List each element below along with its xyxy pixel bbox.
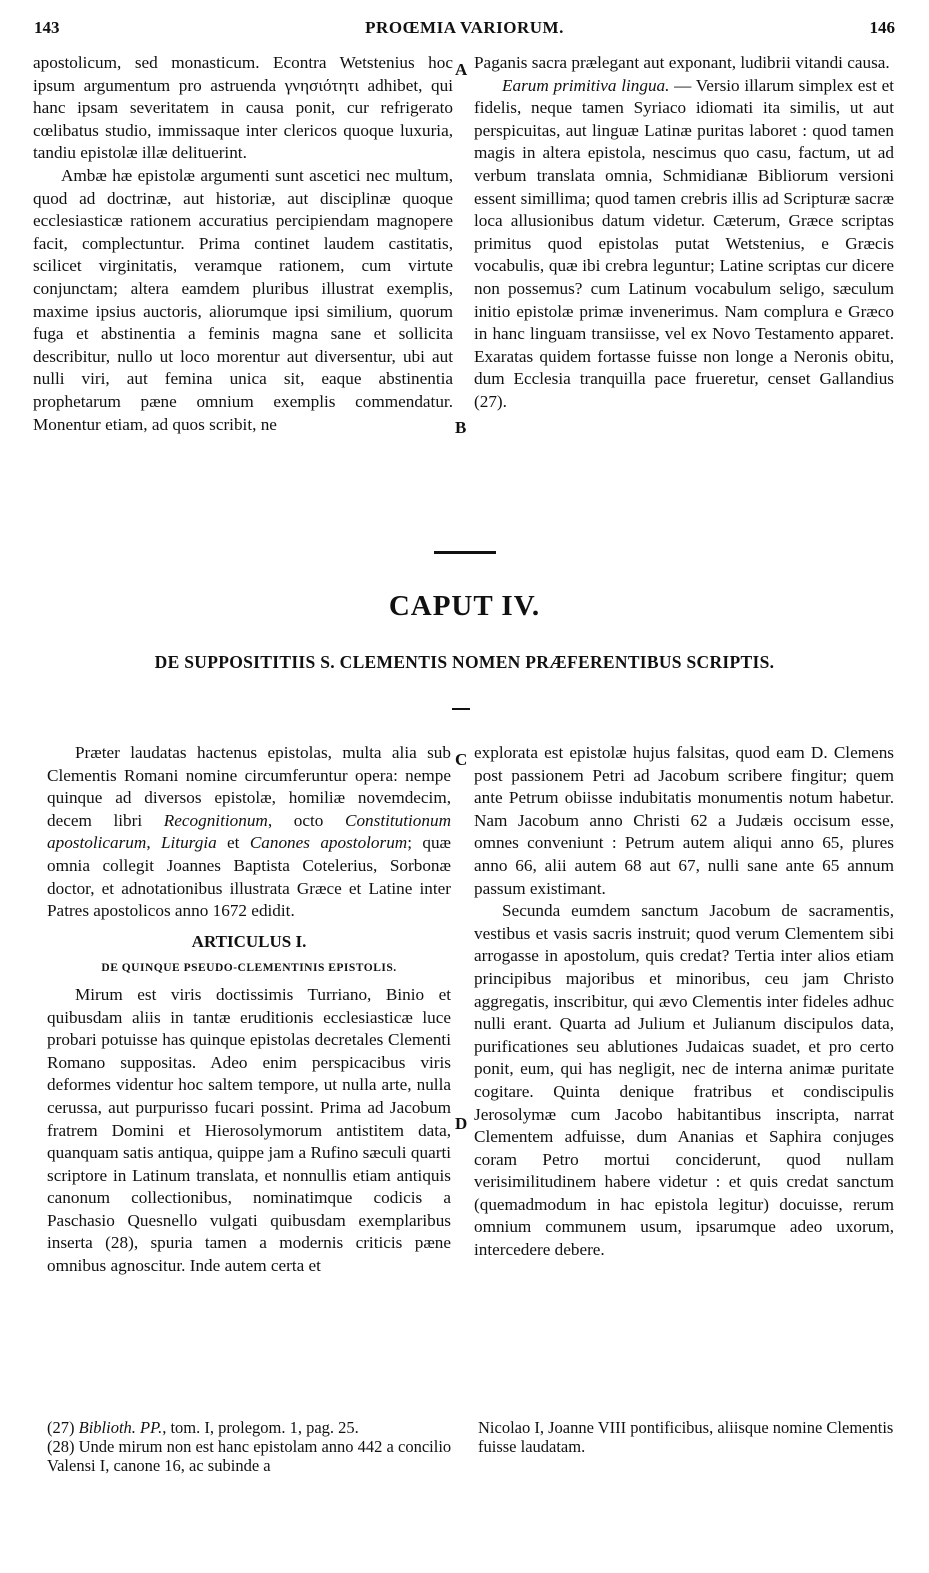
margin-marker-a: A: [455, 60, 468, 79]
footnote-27: [47, 1418, 457, 1437]
top-right-column: [474, 52, 894, 414]
margin-marker-c: C: [455, 750, 468, 769]
footnote-italic: Biblioth. PP.: [78, 1418, 163, 1437]
text-span: ; quæ omnia collegit Joannes Baptista Cotelerius, Sorbonæ doctor, et adnotationibus illustrata Græce et Latine inter Patres apostolicos anno 1672 edidit.: [47, 833, 452, 921]
short-divider: [452, 708, 470, 710]
bottom-left-column: [47, 742, 451, 1278]
paragraph: apostolicum, sed monasticum. Econtra Wetstenius hoc ipsum argumentum pro astruenda γνησιότητι adhibet, qui hanc ipsam severitatem in causa ponit, cur refrigerato cœlibatus studio, immissaque inter clericos quoque luxuria, tandiu epistolæ illæ delituerint.: [33, 53, 453, 163]
chapter-subtitle: DE SUPPOSITITIIS S. CLEMENTIS NOMEN PRÆFERENTIBUS SCRIPTIS.: [154, 652, 775, 672]
italic-title: Liturgia: [160, 833, 217, 853]
footnotes-left: [47, 1418, 457, 1475]
footnote-text: , tom. I, prolegom. 1, pag. 25.: [162, 1418, 359, 1437]
paragraph: [47, 742, 451, 923]
text-span: et: [216, 833, 250, 853]
italic-title: Recognitionum: [163, 810, 268, 830]
footnote-continuation: Nicolao I, Joanne VIII pontificibus, aliisque nomine Clementis fuisse laudatam.: [478, 1418, 894, 1456]
section-heading-italic: Earum primitiva lingua.: [502, 75, 670, 95]
page-number-left: 143: [34, 18, 60, 37]
paragraph: explorata est epistolæ hujus falsitas, quod eam D. Clemens post passionem Petri ad Jacobum scribere fingitur; quem ante Petrum obiisse indubitatis monumentis notum habetur. Nam Jacobum anno Christi 62 a Judæis occisum esse, omnes conveniunt : Petrum autem aliqui anno 65, plures anno 66, alii autem 68 aut 67, nulli sane ante 65 annum passum existimant.: [474, 743, 894, 898]
paragraph: Mirum est viris doctissimis Turriano, Binio et quibusdam aliis in tantæ eruditionis ecclesiasticæ luce probari potuisse has quinque epistolas decretales Clementi Romano suppositas. Adeo enim perspicacibus viris deformes videntur hoc saltem tempore, ut nulla arte, nulla cerussa, aut purpurisso fucari possint. Prima ad Jacobum fratrem Domini et Hierosolymorum antistitem data, quanquam satis antiqua, quippe jam a Rufino sæculi quarti scriptore in Latinum translata, et nonnullis etiam antiquis canonum collectionibus, nominatimque codicis a Paschasio Quesnello vulgati quibusdam exemplaribus inserta (28), spuria tamen a modernis criticis pæne omnibus agnoscitur. Inde autem certa et: [47, 984, 451, 1276]
footnote-28: (28) Unde mirum non est hanc epistolam anno 442 a concilio Valensi I, canone 16, ac subinde a: [47, 1437, 452, 1475]
footnote-number: (27): [47, 1418, 79, 1437]
paragraph-text: — Versio illarum simplex est et fidelis, neque tamen Syriaco idiomati ita similis, ut aut perspicuitas, aut linguæ Latinæ puritas laboret : quod tamen magis in altera epistola, nescimus quo casu, factum, ut ad verbum translata omnia, Schmidianæ Bibliorum versioni essent simillima; quod tamen crebris illis ad Scripturæ sacræ loca allusionibus datum videtur. Cæterum, Græce scriptas primitus quod epistolas putat Wetstenius, e Græcis vocabulis, quæ ibi crebra leguntur; Latine scriptas cur dicere non possemus? cum Latinum vocabulum seligo, sæculum initio epistolæ primæ invenerimus. Nam complura e Græco in hanc linguam transiisse, vel ex Novo Testamento apparet. Exaratas quidem fortasse fuisse non longe a Neronis obitu, dum Ecclesia tranquilla pace frueretur, censet Gallandius (27).: [474, 75, 894, 411]
article-subtitle: DE QUINQUE PSEUDO-CLEMENTINIS EPISTOLIS.: [101, 962, 397, 975]
running-header: [0, 18, 929, 42]
italic-title: Canones apostolorum: [249, 833, 408, 853]
footnotes-right: [478, 1418, 898, 1456]
italic-title: Constitutionum apostolicarum: [47, 810, 451, 853]
bottom-right-column: [474, 742, 894, 1262]
paragraph: [474, 75, 894, 414]
text-span: Præter laudatas hactenus epistolas, multa alia sub Clementis Romani nomine circumferuntur opera: nempe quinque ad diversos epistolæ, homiliæ novemdecim, decem libri: [47, 743, 451, 830]
top-left-column: [33, 52, 453, 436]
paragraph: Secunda eumdem sanctum Jacobum de sacramentis, vestibus et vasis sacris instruit; quod verum Clementem sibi arrogasse in apostolum, quis credat? Tertia inter alios etiam principibus majoribus et minoribus, ceu jam Christo aggregatis, inscribitur, qui ævo Clementis inter fideles adhuc nulli erant. Quarta ad Julium et Julianum discipulos data, purificationes seu ablutiones Judaicas suadet, et pro certo ponit, eum, qui has negligit, nec de interna animæ puritate cogitare. Quinta denique fratribus et condiscipulis Jerosolymæ cum Jacobo habitantibus inscripta, narrat Clementem adfuisse, dum Ananias et Saphira conjuges coram Petro mortui conciderunt, quod nullam verisimilitudinem habere videtur : et quis credat sanctum (quemadmodum in hac epistola legitur) docuisse, rerum omnium communem usum, ipsarumque adeo uxorum, intercedere debere.: [474, 901, 894, 1260]
paragraph: Ambæ hæ epistolæ argumenti sunt ascetici nec multum, quod ad doctrinæ, aut historiæ, aut disciplinæ quoque ecclesiasticæ rationem accuratius percipiendam magnopere facit, complectuntur. Prima continet laudem castitatis, scilicet virginitatis, veramque rationem, cum virtute conjunctam; altera eamdem pluribus illustrat exemplis, maxime ipsius auctoris, aliorumque ipsi similium, quorum fuga et abstinentia a feminis magna sane et sollicita describitur, nullo ut loco morentur aut diversentur, ubi aut nulli viri, aut femina unica sit, eaque abstinentia prophetarum pæne omnium exemplis commendatur. Monentur etiam, ad quos scribit, ne: [33, 165, 453, 434]
paragraph: Paganis sacra prælegant aut exponant, ludibrii vitandi causa.: [474, 53, 890, 72]
running-title: PROŒMIA VARIORUM.: [365, 18, 564, 37]
margin-marker-b: B: [455, 418, 467, 437]
page-number-right: 146: [869, 18, 895, 37]
text-span: ,: [146, 833, 161, 853]
margin-marker-d: D: [455, 1114, 468, 1133]
chapter-title: CAPUT IV.: [388, 590, 541, 622]
article-title: ARTICULUS I.: [191, 931, 307, 951]
text-span: , octo: [267, 810, 345, 830]
section-divider: [434, 551, 496, 554]
